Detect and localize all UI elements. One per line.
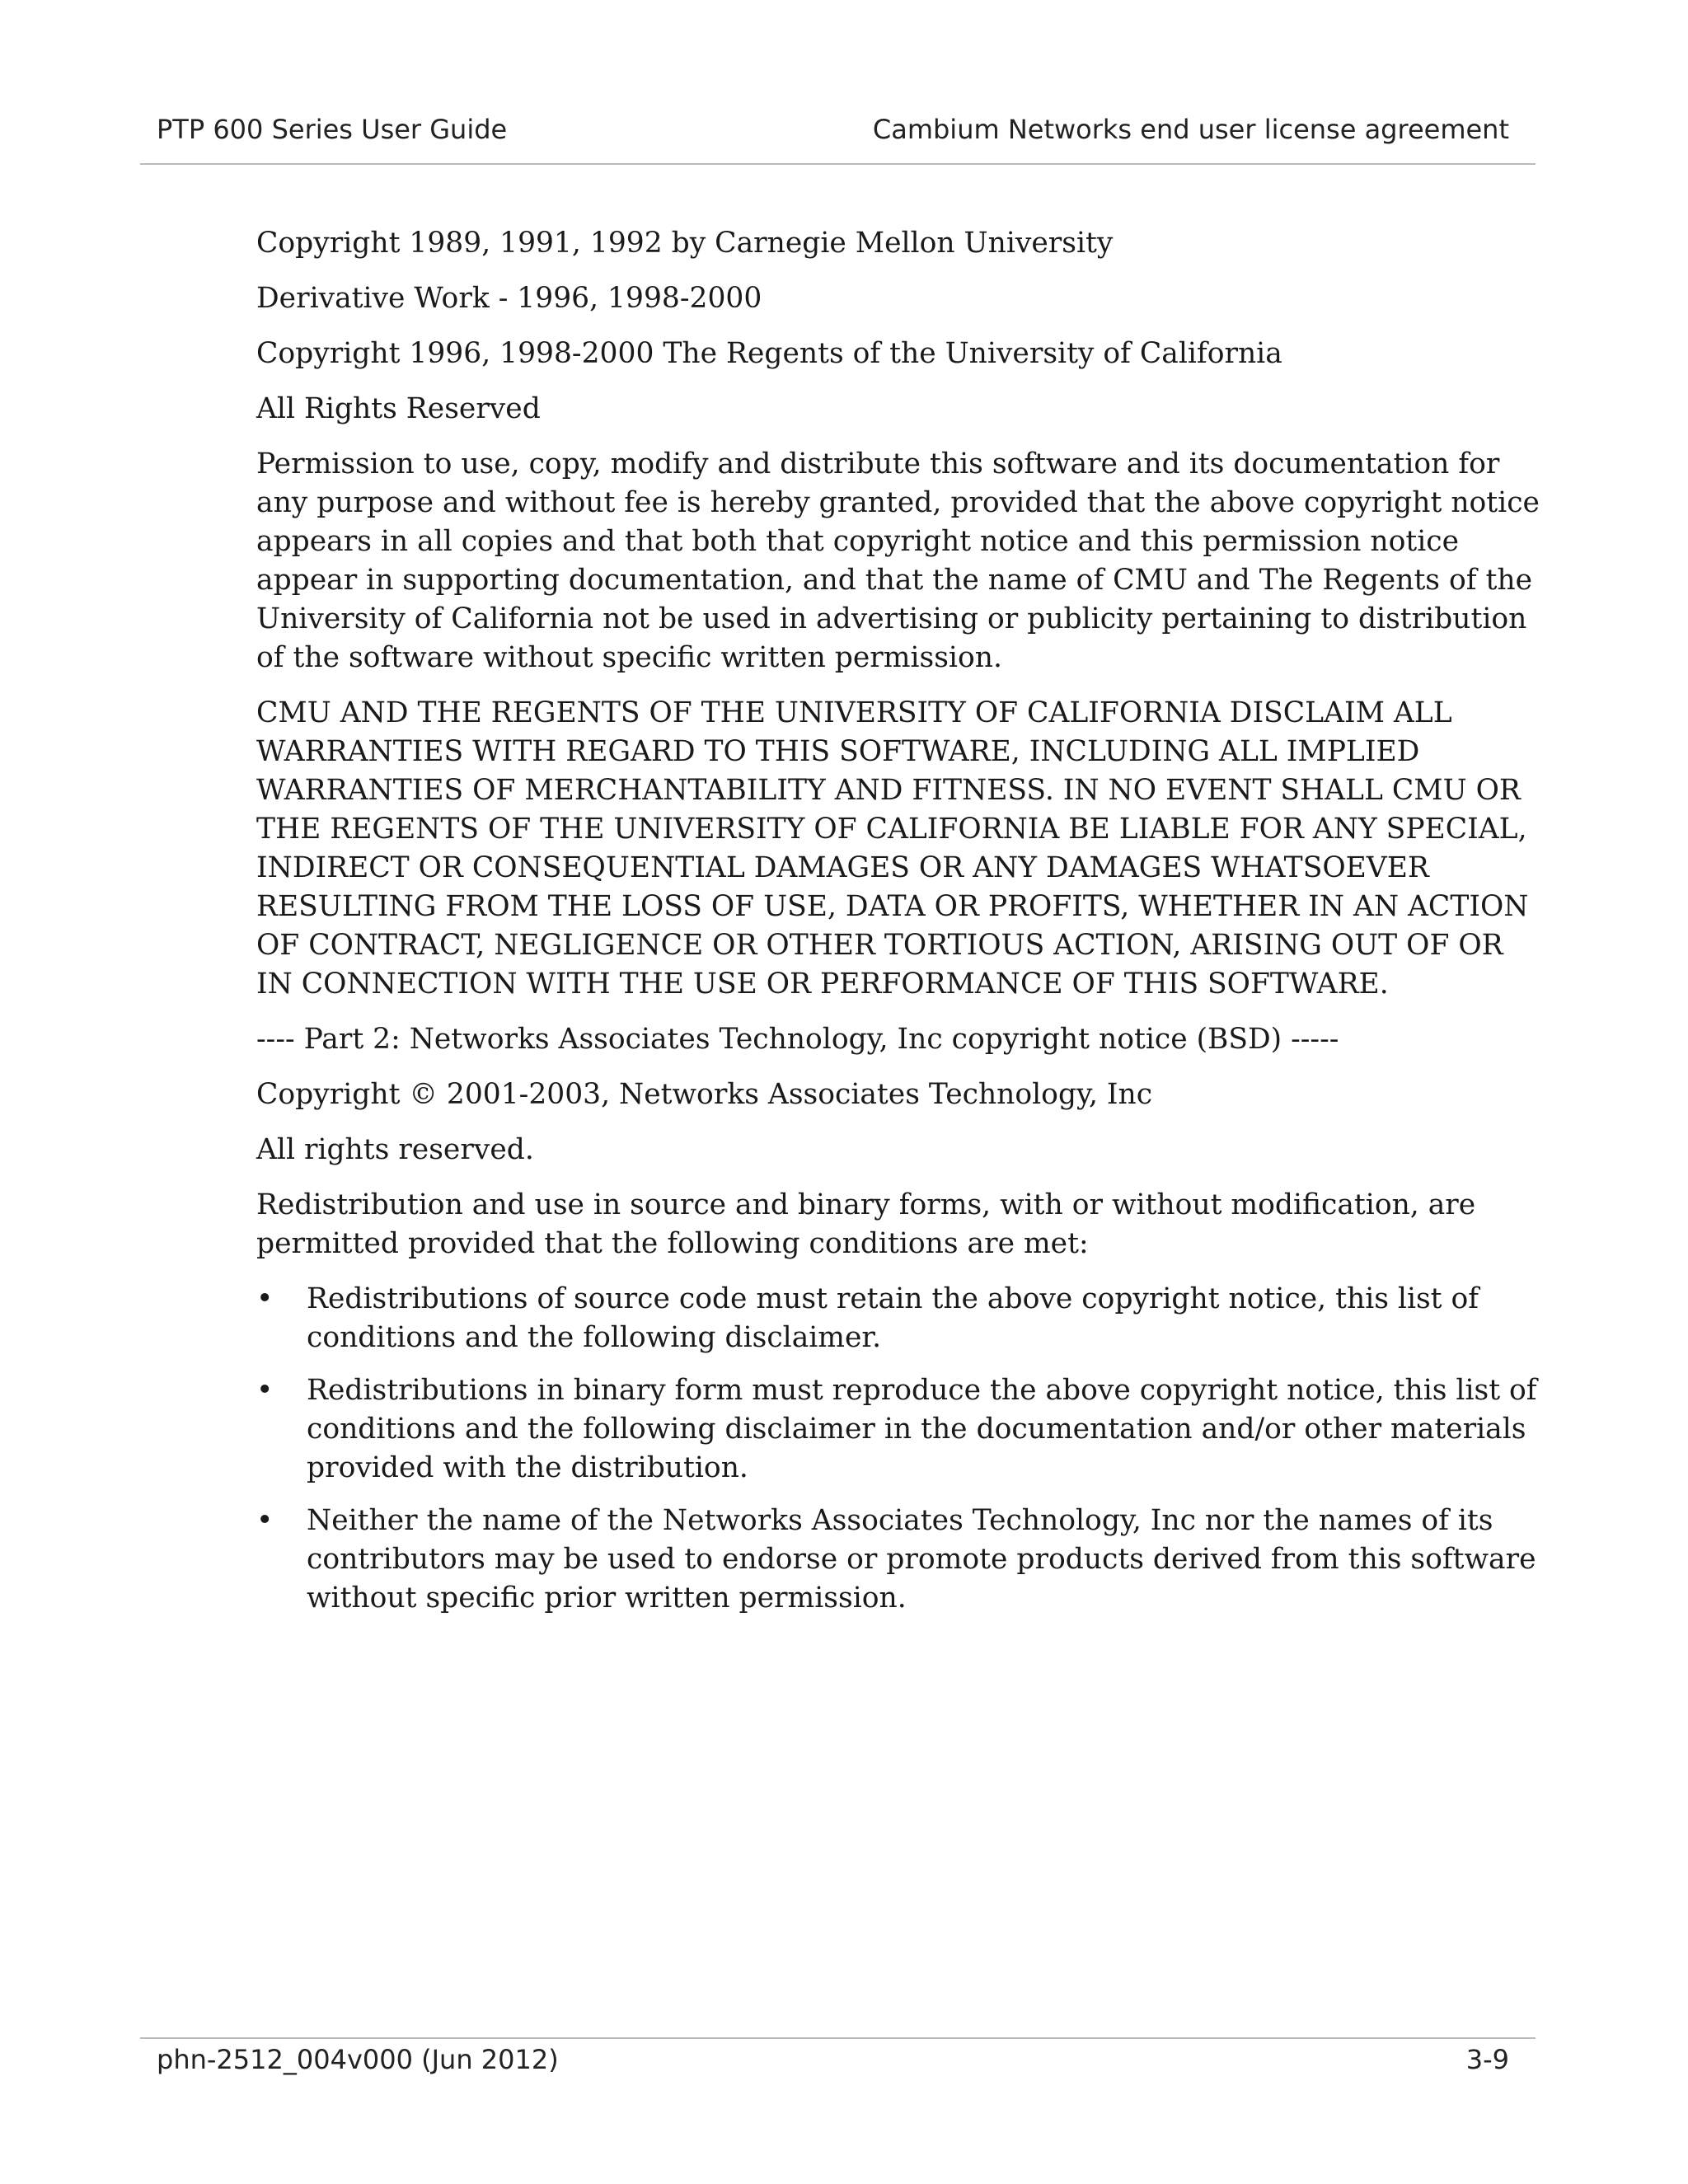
page-body <box>256 224 1542 1632</box>
derivative-work-line: Derivative Work - 1996, 1998-2000 <box>256 282 762 315</box>
disclaimer-paragraph: CMU AND THE REGENTS OF THE UNIVERSITY OF CALIFORNIA DISCLAIM ALL WARRANTIES WITH REGARD TO THIS SOFTWARE, INCLUDING ALL IMPLIED WARRANTIES OF MERCHANTABILITY AND FITNESS. IN NO EVENT SHALL CMU OR THE REGENTS OF THE UNIVERSITY OF CALIFORNIA BE LIABLE FOR ANY SPECIAL, INDIRECT OR CONSEQUENTIAL DAMAGES OR ANY DAMAGES WHATSOEVER RESULTING FROM THE LOSS OF USE, DATA OR PROFITS, WHETHER IN AN ACTION OF CONTRACT, NEGLIGENCE OR OTHER TORTIOUS ACTION, ARISING OUT OF OR IN CONNECTION WITH THE USE OR PERFORMANCE OF THIS SOFTWARE. <box>256 696 1529 1001</box>
all-rights-reserved-line: All Rights Reserved <box>256 392 541 425</box>
cmu-copyright-line: Copyright 1989, 1991, 1992 by Carnegie Mellon University <box>256 227 1114 260</box>
conditions-list <box>256 1280 1542 1618</box>
header-divider <box>140 163 1536 165</box>
list-item-text: Redistributions of source code must retain the above copyright notice, this list of conditions and the following disclaimer. <box>307 1282 1479 1354</box>
list-item-text: Redistributions in binary form must reproduce the above copyright notice, this list of conditions and the following disclaimer in the documentation and/or other materials provided with the distribution. <box>307 1374 1537 1484</box>
list-item-text: Neither the name of the Networks Associates Technology, Inc nor the names of its contributors may be used to endorse or promote products derived from this software without specific prior written permission. <box>307 1504 1536 1615</box>
bullet-icon: • <box>256 1504 274 1537</box>
bullet-icon: • <box>256 1282 274 1315</box>
header-section-title: Cambium Networks end user license agreement <box>872 114 1509 145</box>
list-item <box>256 1502 1542 1618</box>
uc-regents-copyright-line: Copyright 1996, 1998-2000 The Regents of the University of California <box>256 337 1282 370</box>
bullet-icon: • <box>256 1374 274 1407</box>
list-item <box>256 1371 1542 1488</box>
footer-divider <box>140 2037 1536 2039</box>
nai-all-rights-reserved-line: All rights reserved. <box>256 1133 534 1166</box>
header-document-title: PTP 600 Series User Guide <box>157 114 508 145</box>
page-number: 3-9 <box>1465 2044 1509 2075</box>
part-2-heading: ---- Part 2: Networks Associates Technology, Inc copyright notice (BSD) ----- <box>256 1023 1339 1056</box>
list-item <box>256 1280 1542 1357</box>
redistribution-paragraph: Redistribution and use in source and binary forms, with or without modification, are permitted provided that the following conditions are met: <box>256 1188 1476 1260</box>
page-footer <box>140 2044 1526 2082</box>
footer-document-id: phn-2512_004v000 (Jun 2012) <box>157 2044 559 2075</box>
page-header <box>140 114 1526 152</box>
nai-copyright-line: Copyright © 2001-2003, Networks Associates Technology, Inc <box>256 1078 1153 1111</box>
permission-paragraph: Permission to use, copy, modify and distribute this software and its documentation for any purpose and without fee is hereby granted, provided that the above copyright notice appears in all copies and that both that copyright notice and this permission notice appear in supporting documentation, and that the name of CMU and The Regents of the University of California not be used in advertising or publicity pertaining to distribution of the software without specific written permission. <box>256 448 1540 674</box>
